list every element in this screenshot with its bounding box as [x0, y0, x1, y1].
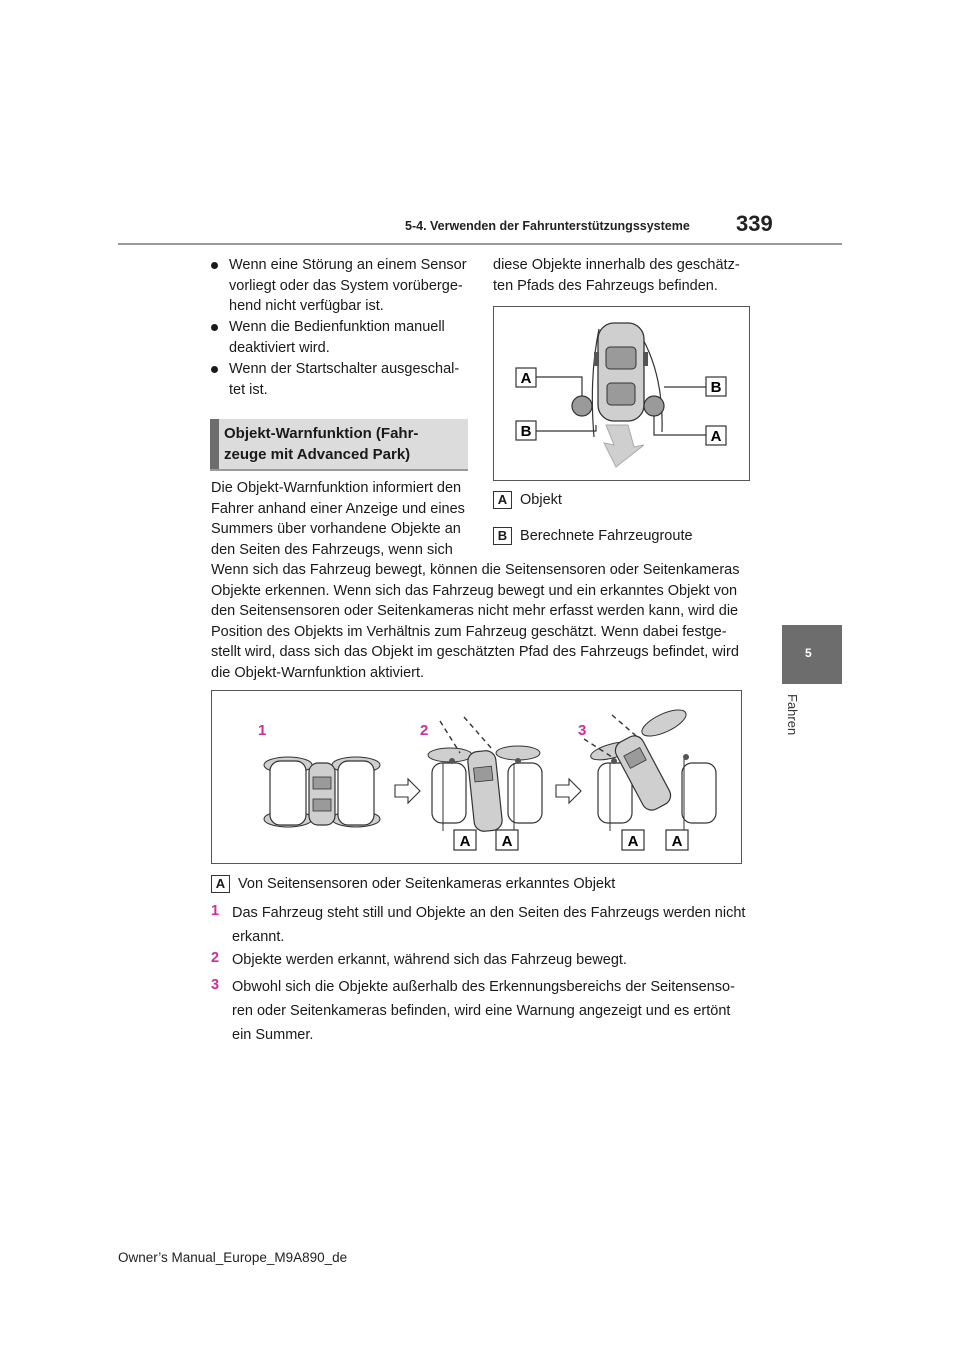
bullet-dot-icon [211, 366, 218, 373]
stage-number: 3 [578, 722, 587, 739]
figure-label: A [710, 428, 722, 445]
step-2 [211, 948, 751, 972]
text-line: den Seitensensoren oder Seitenkameras nicht mehr erfasst werden kann, wird die [211, 603, 739, 619]
text-line: den Seiten des Fahrzeugs, wenn sich [211, 541, 453, 558]
figure-label: B [710, 379, 722, 396]
step-number: 2 [211, 950, 220, 966]
sequence-arrow-icon [395, 779, 420, 803]
bullet-dot-icon [211, 262, 218, 269]
text-line: die Objekt-Warnfunktion aktiviert. [211, 664, 425, 681]
text-line: ten Pfads des Fahrzeugs befinden. [493, 277, 718, 294]
body-paragraph [211, 560, 771, 683]
text-line: Obwohl sich die Objekte außerhalb des Erkennungsbereichs der Seitensenso- [232, 979, 735, 995]
section-heading-bar [210, 419, 219, 469]
bullet-text: Wenn eine Störung an einem Sensor vorliegt oder das System vorüberge-hend nicht verfügbar ist. [229, 257, 467, 314]
chapter-tab [782, 625, 842, 684]
chapter-tab-label-text: Fahren [785, 694, 800, 736]
figure2-legend [211, 874, 751, 895]
figure-label: A [459, 833, 471, 850]
legend-text: Berechnete Fahrzeugroute [520, 528, 693, 544]
stage-number: 1 [258, 722, 267, 739]
object-warning-illustration [212, 691, 741, 863]
stage2-moving-car [428, 717, 542, 832]
text-line: Position des Objekts im Verhältnis zum Fahrzeug geschätzt. Wenn dabei festge- [211, 623, 727, 640]
sequence-arrow-icon [556, 779, 581, 803]
text-line: ein Summer. [232, 1027, 314, 1043]
chapter-tab-number: 5 [805, 646, 812, 660]
figure1-legend-a [493, 490, 753, 511]
figure-label: A [671, 833, 683, 850]
figure1-legend-b [493, 526, 753, 547]
text-line: Das Fahrzeug steht still und Objekte an den Seiten des Fahrzeugs werden nicht [232, 905, 746, 921]
text-line: ren oder Seitenkameras befinden, wird eine Warnung angezeigt und es ertönt [232, 1003, 731, 1019]
figure-label: A [520, 370, 532, 387]
section-heading [224, 423, 418, 465]
bullet-item [211, 359, 471, 401]
text-line: Fahrer anhand einer Anzeige und eines [211, 500, 465, 517]
legend-text: Objekt [520, 492, 562, 508]
text-line: Objekte werden erkannt, während sich das Fahrzeug bewegt. [232, 952, 627, 968]
object-right-icon [644, 396, 664, 416]
text-line: Die Objekt-Warnfunktion informiert den [211, 480, 462, 496]
intro-paragraph-left [211, 478, 473, 560]
legend-key: B [493, 527, 512, 545]
legend-key: A [493, 491, 512, 509]
bullet-text: Wenn die Bedienfunktion manuell deaktiviert wird. [229, 319, 445, 356]
chapter-tab-label [784, 694, 804, 754]
text-line: diese Objekte innerhalb des geschätz- [493, 257, 740, 273]
step-number: 3 [211, 977, 220, 993]
text-line: Objekte erkennen. Wenn sich das Fahrzeug bewegt und ein erkanntes Objekt von [211, 582, 738, 599]
stage1-parked-cars [264, 757, 380, 827]
bullet-item [211, 255, 471, 317]
section-heading-line: zeuge mit Advanced Park) [224, 446, 411, 463]
section-heading-line: Objekt-Warnfunktion (Fahr- [224, 425, 419, 442]
text-line: erkannt. [232, 929, 285, 945]
object-left-icon [572, 396, 592, 416]
legend-text: Von Seitensensoren oder Seitenkameras erkanntes Objekt [238, 876, 616, 892]
intro-paragraph-right [493, 255, 753, 296]
step-3 [211, 975, 751, 1047]
bullet-dot-icon [211, 324, 218, 331]
text-line: stellt wird, dass sich das Objekt im geschätzten Pfad des Fahrzeugs befindet, wird [211, 644, 739, 660]
route-arrow-icon [604, 425, 644, 467]
legend-key: A [211, 875, 230, 893]
stage-number: 2 [420, 722, 429, 739]
page-number: 339 [736, 211, 773, 236]
text-line: Wenn sich das Fahrzeug bewegt, können die Seitensensoren oder Seitenkameras [211, 562, 740, 578]
figure-label: A [627, 833, 639, 850]
footer-manual-id: Owner’s Manual_Europe_M9A890_de [118, 1250, 348, 1265]
stage3-warning-car [584, 705, 716, 823]
bullet-text: Wenn der Startschalter ausgeschal-tet ist. [229, 361, 460, 398]
step-1 [211, 901, 751, 949]
bullet-item [211, 317, 471, 359]
figure-object-warning-sequence [211, 690, 742, 864]
figure-label: A [501, 833, 513, 850]
text-line: Summers über vorhandene Objekte an [211, 521, 461, 537]
car-top-view-icon [594, 323, 648, 421]
header-divider [118, 243, 842, 245]
figure-vehicle-route [493, 306, 750, 481]
figure-label: B [520, 423, 532, 440]
section-header-title: 5-4. Verwenden der Fahrunterstützungssysteme [405, 219, 690, 233]
step-number: 1 [211, 903, 220, 919]
vehicle-route-illustration [494, 307, 749, 480]
